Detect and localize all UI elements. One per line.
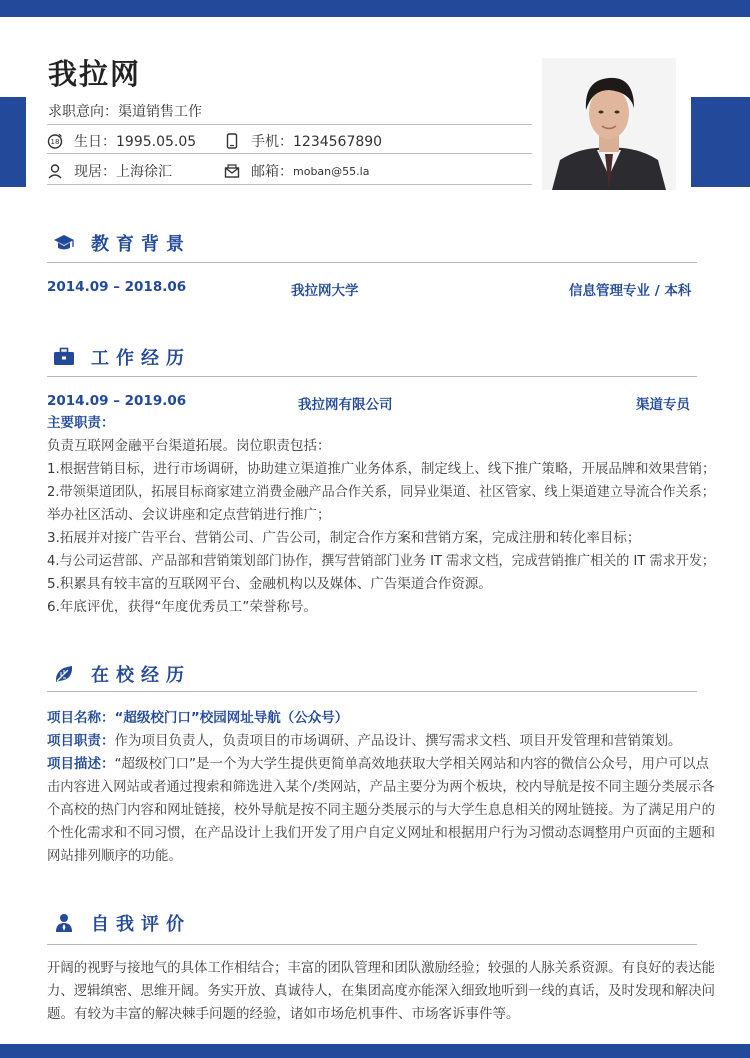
- education-major: 信息管理专业 / 本科: [569, 283, 692, 299]
- address-text: 现居：上海徐汇: [74, 164, 172, 180]
- work-line: 举办社区活动、会议讲座和定点营销进行推广；: [47, 507, 331, 523]
- divider: [47, 124, 532, 125]
- project-desc-line: 击内容进入网站或者通过搜索和筛选进入某个/类网站，产品主要分为两个板块，校内导航是按不同主题分类展示各: [47, 779, 715, 795]
- work-line: 6.年底评优，获得“年度优秀员工”荣誉称号。: [47, 599, 317, 615]
- self-line: 力、逻辑缜密、思维开阔。务实开放、真诚待人，在集团高度亦能深入细致地听到一线的真话，及时发现和解决问: [47, 983, 715, 999]
- email-value: moban@55.la: [293, 164, 370, 178]
- phone-info: [224, 131, 382, 151]
- work-company: 我拉网有限公司: [298, 397, 393, 413]
- email-info: [224, 161, 369, 181]
- portrait-image: [542, 58, 676, 190]
- project-desc-first: “超级校门口”是一个为大学生提供更简单高效地获取大学相关网站和内容的微信公众号，用户可以点: [114, 756, 709, 772]
- work-line: 负责互联网金融平台渠道拓展。岗位职责包括：: [47, 438, 331, 454]
- work-title: 工作经历: [91, 348, 191, 369]
- self-line: 开阔的视野与接地气的具体工作相结合；丰富的团队管理和团队激励经验；较强的人脉关系资源。有良好的表达能: [47, 960, 715, 976]
- work-line: 3.拓展并对接广告平台、营销公司、广告公司，制定合作方案和营销方案，完成注册和转化率目标；: [47, 530, 641, 546]
- envelope-icon: [224, 163, 240, 179]
- project-name: “超级校门口”校园网址导航（公众号）: [114, 710, 349, 726]
- section-divider: [47, 376, 697, 377]
- work-position: 渠道专员: [636, 397, 690, 413]
- birthday-18-icon: [47, 133, 63, 149]
- education-period: 2014.09 – 2018.06: [47, 279, 187, 295]
- leaf-icon: [53, 664, 75, 684]
- work-period: 2014.09 – 2019.06: [47, 393, 187, 409]
- work-section-title: [53, 344, 191, 370]
- work-duty-label: 主要职责：: [47, 415, 115, 431]
- work-line: 2.带领渠道团队，拓展目标商家建立消费金融产品合作关系，同异业渠道、社区管家、线上渠道建立导流合作关系；: [47, 484, 715, 500]
- work-duties: [47, 412, 715, 619]
- project-desc-line: 个性化需求和不同习惯，在产品设计上我们开发了用户自定义网址和根据用户行为习惯动态调整用户页面的主题和: [47, 825, 715, 841]
- campus-content: [47, 707, 715, 868]
- education-school: 我拉网大学: [291, 283, 359, 299]
- right-accent-block: [691, 97, 750, 187]
- briefcase-icon: [53, 347, 75, 367]
- project-desc-label: 项目描述：: [47, 756, 115, 772]
- graduation-cap-icon: [53, 233, 75, 253]
- left-accent-block: [0, 97, 26, 187]
- campus-section-title: [53, 661, 191, 687]
- project-duty-label: 项目职责：: [47, 733, 115, 749]
- section-divider: [47, 944, 697, 945]
- campus-title: 在校经历: [91, 665, 191, 686]
- job-intent: 求职意向：渠道销售工作: [48, 104, 202, 120]
- self-section-title: [53, 910, 191, 936]
- svg-text:18: 18: [50, 138, 60, 146]
- education-section-title: [53, 230, 191, 256]
- project-desc-line: 个高校的热门内容和网址链接，校外导航是按不同主题分类展示的与大学生息息相关的网址链接。为了满足用户的: [47, 802, 715, 818]
- top-accent-bar: [0, 0, 750, 17]
- email-label: 邮箱：: [251, 164, 293, 180]
- work-line: 4.与公司运营部、产品部和营销策划部门协作，撰写营销部门业务 IT 需求文档，完成营销推广相关的 IT 需求开发；: [47, 553, 715, 569]
- project-desc-line: 网站排列顺序的功能。: [47, 848, 182, 864]
- birth-info: [47, 131, 196, 151]
- project-label: 项目名称：: [47, 710, 115, 726]
- location-pin-icon: [47, 163, 63, 179]
- project-duty: 作为项目负责人，负责项目的市场调研、产品设计、撰写需求文档、项目开发管理和营销策划。: [114, 733, 682, 749]
- birth-text: 生日：1995.05.05: [74, 134, 197, 150]
- phone-text: 手机：1234567890: [251, 134, 383, 150]
- self-line: 题。有较为丰富的解决棘手问题的经验，诸如市场危机事件、市场客诉事件等。: [47, 1006, 520, 1022]
- self-evaluation: [47, 957, 715, 1026]
- bottom-accent-bar: [0, 1044, 750, 1058]
- divider: [47, 153, 532, 154]
- section-divider: [47, 691, 697, 692]
- section-divider: [47, 262, 697, 263]
- profile-photo: [542, 58, 676, 190]
- self-title: 自我评价: [91, 914, 191, 935]
- divider: [47, 184, 532, 185]
- work-line: 5.积累具有较丰富的互联网平台、金融机构以及媒体、广告渠道合作资源。: [47, 576, 492, 592]
- person-icon: [53, 913, 75, 933]
- address-info: [47, 161, 172, 181]
- mobile-phone-icon: [224, 133, 240, 149]
- work-line: 1.根据营销目标，进行市场调研，协助建立渠道推广业务体系，制定线上、线下推广策略，开展品牌和效果营销；: [47, 461, 716, 477]
- education-title: 教育背景: [91, 234, 191, 255]
- candidate-name: 我拉网: [48, 57, 142, 91]
